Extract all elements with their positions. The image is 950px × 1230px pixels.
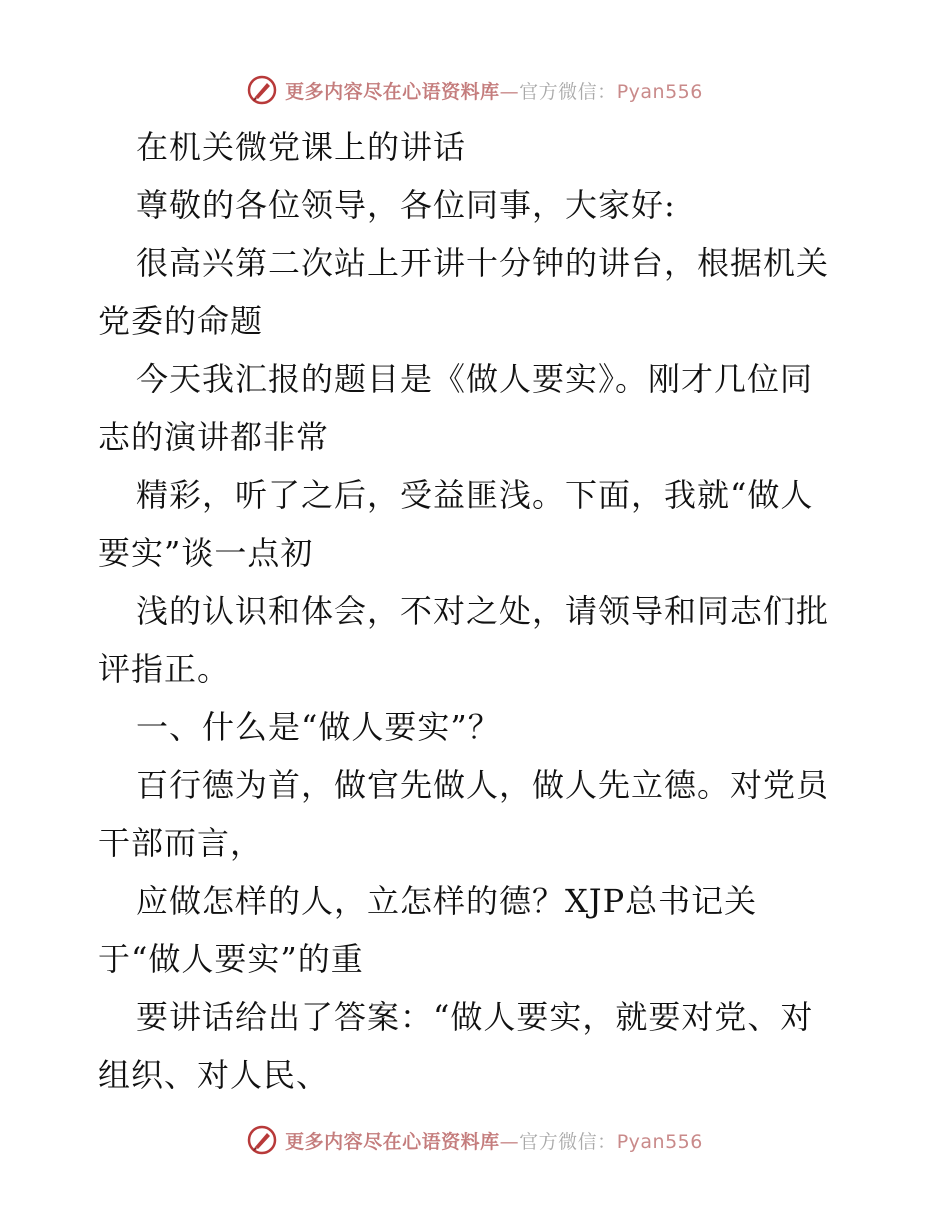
banner-separator: — [499,1130,520,1153]
header-banner [0,70,950,110]
salutation: 尊敬的各位领导，各位同事，大家好: [136,186,676,224]
paragraph-line: 干部而言， [98,824,264,862]
paragraph-line: 今天我汇报的题目是《做人要实》。刚才几位同 [136,360,814,398]
paragraph-line: 党委的命题 [98,302,264,340]
banner-text [285,1127,703,1154]
quill-logo-icon [247,1125,277,1155]
paragraph-line: 精彩，听了之后，受益匪浅。下面，我就“做人 [136,476,814,514]
document-body [98,118,858,1104]
banner-brand: 更多内容尽在心语资料库 [285,1130,500,1153]
document-title: 在机关微党课上的讲话 [136,128,467,166]
paragraph-line: 于“做人要实”的重 [98,940,364,978]
paragraph-line: 应做怎样的人，立怎样的德？XJP总书记关 [136,882,758,920]
section-heading: 一、什么是“做人要实”？ [136,708,501,746]
paragraph-line: 要讲话给出了答案：“做人要实，就要对党、对 [136,998,814,1036]
banner-text [285,77,703,104]
banner-separator: — [499,80,520,103]
banner-wechat-label: 官方微信： [519,1130,617,1153]
footer-banner [0,1120,950,1160]
paragraph-line: 组织、对人民、 [98,1056,330,1094]
paragraph-line: 志的演讲都非常 [98,418,330,456]
paragraph-line: 百行德为首，做官先做人，做人先立德。对党员 [136,766,830,804]
banner-wechat-id: Pyan556 [616,80,703,103]
paragraph-line: 要实”谈一点初 [98,534,314,572]
paragraph-line: 很高兴第二次站上开讲十分钟的讲台，根据机关 [136,244,830,282]
quill-logo-icon [247,75,277,105]
banner-wechat-id: Pyan556 [616,1130,703,1153]
paragraph-line: 评指正。 [98,650,231,688]
banner-wechat-label: 官方微信： [519,80,617,103]
banner-brand: 更多内容尽在心语资料库 [285,80,500,103]
paragraph-line: 浅的认识和体会，不对之处，请领导和同志们批 [136,592,830,630]
